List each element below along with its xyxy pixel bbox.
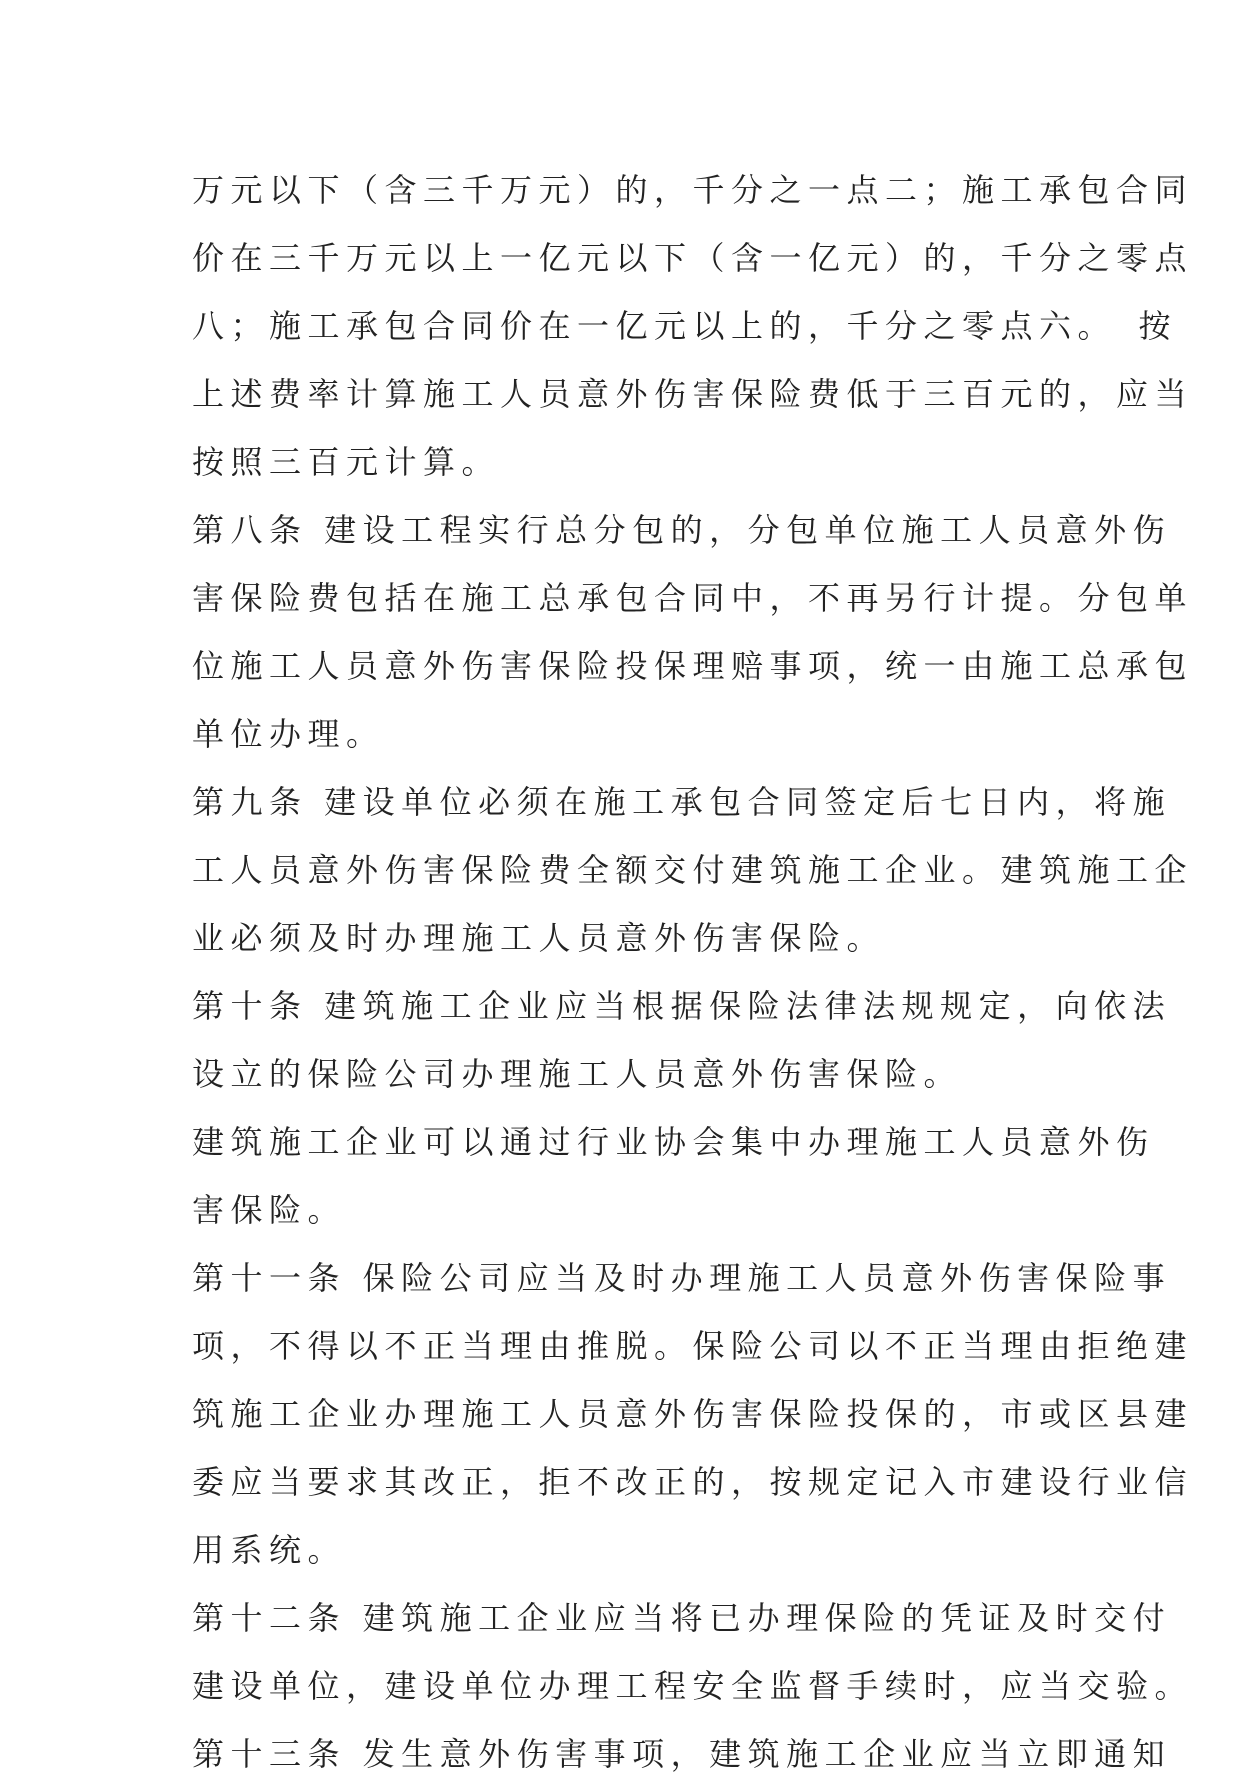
text-line: 筑施工企业办理施工人员意外伤害保险投保的，市或区县建 bbox=[192, 1395, 1194, 1433]
text-line: 第十一条 保险公司应当及时办理施工人员意外伤害保险事 bbox=[192, 1259, 1172, 1297]
text-line: 用系统。 bbox=[192, 1531, 347, 1569]
text-line: 第八条 建设工程实行总分包的，分包单位施工人员意外伤 bbox=[192, 511, 1172, 549]
text-line: 设立的保险公司办理施工人员意外伤害保险。 bbox=[192, 1055, 963, 1093]
text-line: 业必须及时办理施工人员意外伤害保险。 bbox=[192, 919, 886, 957]
text-line: 价在三千万元以上一亿元以下（含一亿元）的，千分之零点 bbox=[192, 239, 1194, 277]
text-line: 第十二条 建筑施工企业应当将已办理保险的凭证及时交付 bbox=[192, 1599, 1172, 1637]
text-line: 上述费率计算施工人员意外伤害保险费低于三百元的，应当 bbox=[192, 375, 1194, 413]
text-line: 建设单位，建设单位办理工程安全监督手续时，应当交验。 bbox=[192, 1667, 1194, 1705]
text-line: 第十条 建筑施工企业应当根据保险法律法规规定，向依法 bbox=[192, 987, 1172, 1025]
text-line: 建筑施工企业可以通过行业协会集中办理施工人员意外伤 bbox=[192, 1123, 1155, 1161]
text-line: 八；施工承包合同价在一亿元以上的，千分之零点六。 按 bbox=[192, 307, 1178, 345]
text-line: 害保险费包括在施工总承包合同中，不再另行计提。分包单 bbox=[192, 579, 1194, 617]
text-line: 项，不得以不正当理由推脱。保险公司以不正当理由拒绝建 bbox=[192, 1327, 1194, 1365]
text-line: 按照三百元计算。 bbox=[192, 443, 501, 481]
text-line: 单位办理。 bbox=[192, 715, 385, 753]
text-line: 万元以下（含三千万元）的，千分之一点二；施工承包合同 bbox=[192, 171, 1194, 209]
text-line: 第十三条 发生意外伤害事项，建筑施工企业应当立即通知 bbox=[192, 1735, 1172, 1773]
document-text-body bbox=[192, 156, 1194, 1788]
text-line: 位施工人员意外伤害保险投保理赔事项，统一由施工总承包 bbox=[192, 647, 1194, 685]
text-line: 第九条 建设单位必须在施工承包合同签定后七日内，将施 bbox=[192, 783, 1172, 821]
text-line: 工人员意外伤害保险费全额交付建筑施工企业。建筑施工企 bbox=[192, 851, 1194, 889]
text-line: 委应当要求其改正，拒不改正的，按规定记入市建设行业信 bbox=[192, 1463, 1194, 1501]
text-line: 害保险。 bbox=[192, 1191, 347, 1229]
